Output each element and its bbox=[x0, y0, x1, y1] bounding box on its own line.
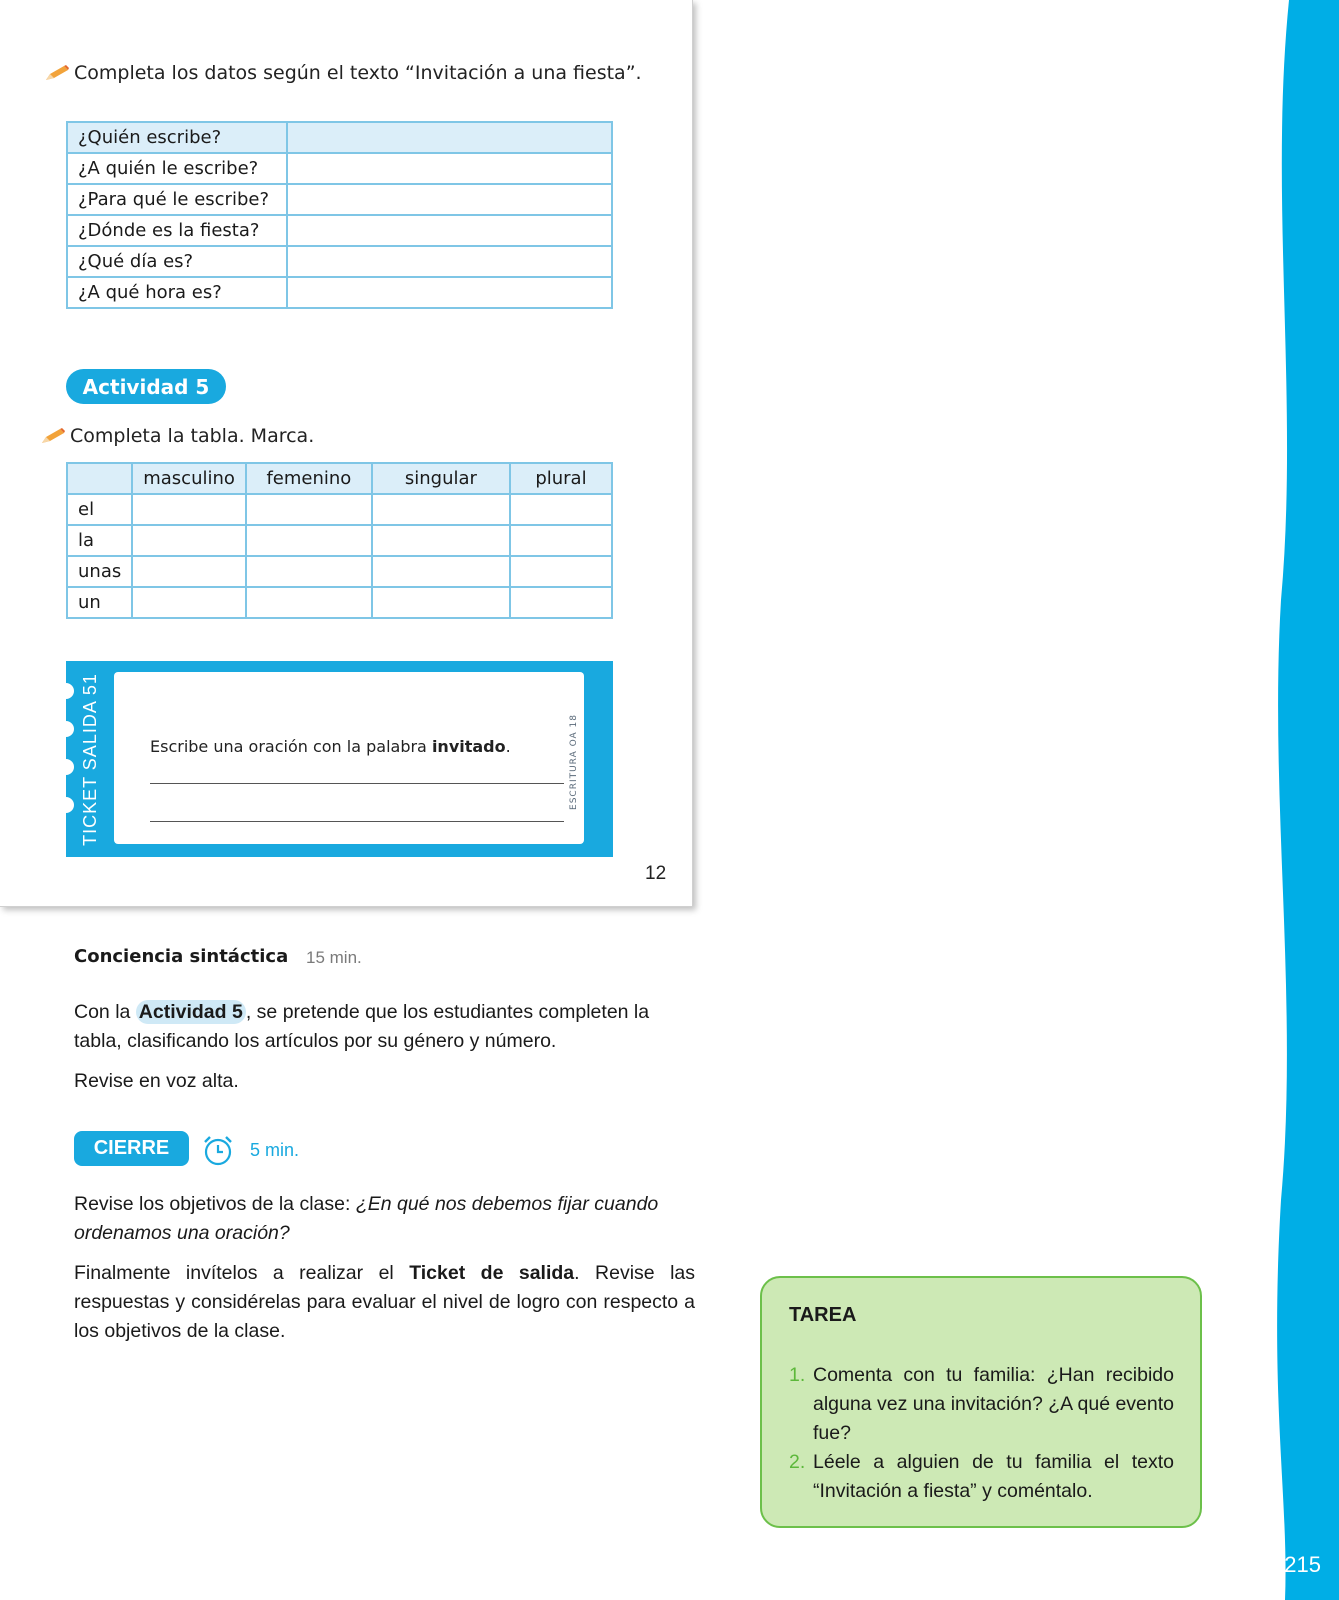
answer-cell[interactable] bbox=[287, 215, 612, 246]
question-cell: ¿Para qué le escribe? bbox=[67, 184, 287, 215]
paragraph-activity: Con la Actividad 5 , se pretende que los estudiantes completen la tabla, clasificando los artículos por su género y número. bbox=[74, 1001, 650, 1052]
list-item: 2. Léele a alguien de tu familia el texto “Invitación a fiesta” y coméntalo. bbox=[789, 1451, 1174, 1502]
answer-line[interactable] bbox=[150, 821, 564, 822]
pencil-icon bbox=[44, 64, 70, 82]
row-label: la bbox=[67, 525, 132, 556]
mark-cell[interactable] bbox=[132, 556, 246, 587]
workbook-page-number: 12 bbox=[645, 863, 667, 884]
corner-cell bbox=[67, 463, 132, 494]
table-row bbox=[67, 215, 612, 246]
homework-box bbox=[760, 1276, 1202, 1528]
question-cell: ¿A quién le escribe? bbox=[67, 153, 287, 184]
homework-title: TAREA bbox=[789, 1304, 857, 1326]
paragraph-ticket: Finalmente invítelos a realizar el Ticket de salida. Revise las respuestas y considérelas para evaluar el nivel de logro con respecto a los objetivos de la clase. bbox=[74, 1262, 696, 1342]
table-row bbox=[67, 494, 612, 525]
section-title: Conciencia sintáctica bbox=[74, 946, 289, 967]
table-row bbox=[67, 587, 612, 618]
activity-highlight: Actividad 5 bbox=[136, 1000, 246, 1024]
list-item: 1. Comenta con tu familia: ¿Han recibido alguna vez una invitación? ¿A qué evento fue? bbox=[789, 1364, 1175, 1444]
workbook-page bbox=[0, 0, 693, 907]
exit-ticket bbox=[66, 661, 613, 857]
answer-cell[interactable] bbox=[287, 184, 612, 215]
instruction-1 bbox=[44, 62, 642, 84]
answer-cell[interactable] bbox=[287, 246, 612, 277]
ticket-prompt: Escribe una oración con la palabra invitado. bbox=[150, 737, 511, 756]
instruction-2 bbox=[40, 425, 314, 447]
table-row bbox=[67, 556, 612, 587]
ticket-body bbox=[114, 672, 584, 844]
mark-cell[interactable] bbox=[510, 587, 612, 618]
table-row bbox=[67, 277, 612, 308]
mark-cell[interactable] bbox=[510, 556, 612, 587]
mark-cell[interactable] bbox=[246, 525, 372, 556]
instruction-1-text: Completa los datos según el texto “Invitación a una fiesta”. bbox=[74, 62, 642, 84]
mark-cell[interactable] bbox=[132, 494, 246, 525]
section-time: 15 min. bbox=[306, 948, 362, 967]
mark-cell[interactable] bbox=[246, 556, 372, 587]
ticket-side-label: TICKET SALIDA 51 bbox=[79, 672, 100, 846]
mark-cell[interactable] bbox=[372, 556, 510, 587]
alarm-clock-icon bbox=[201, 1133, 235, 1167]
activity-label: Actividad 5 bbox=[66, 369, 226, 404]
page-number: 215 bbox=[1284, 1552, 1321, 1577]
articles-table bbox=[66, 462, 613, 619]
header-plural: plural bbox=[510, 463, 612, 494]
mark-cell[interactable] bbox=[246, 494, 372, 525]
mark-cell[interactable] bbox=[372, 525, 510, 556]
mark-cell[interactable] bbox=[132, 525, 246, 556]
answer-line[interactable] bbox=[150, 783, 564, 784]
table-row bbox=[67, 184, 612, 215]
answer-cell[interactable] bbox=[287, 122, 612, 153]
question-cell: ¿Quién escribe? bbox=[67, 122, 287, 153]
row-label: el bbox=[67, 494, 132, 525]
table-row bbox=[67, 525, 612, 556]
header-masculino: masculino bbox=[132, 463, 246, 494]
pencil-icon bbox=[40, 427, 66, 445]
mark-cell[interactable] bbox=[510, 494, 612, 525]
ticket-oa-label: ESCRITURA OA 18 bbox=[569, 714, 580, 810]
paragraph-objectives: Revise los objetivos de la clase: ¿En qué nos debemos fijar cuando ordenamos una oración? bbox=[74, 1193, 659, 1244]
table-header-row bbox=[67, 463, 612, 494]
cierre-label: CIERRE bbox=[74, 1131, 189, 1166]
questions-table bbox=[66, 121, 613, 309]
table-row bbox=[67, 153, 612, 184]
table-row bbox=[67, 246, 612, 277]
question-cell: ¿A qué hora es? bbox=[67, 277, 287, 308]
cierre-time: 5 min. bbox=[250, 1140, 300, 1160]
header-singular: singular bbox=[372, 463, 510, 494]
mark-cell[interactable] bbox=[510, 525, 612, 556]
answer-cell[interactable] bbox=[287, 277, 612, 308]
row-label: unas bbox=[67, 556, 132, 587]
question-cell: ¿Dónde es la fiesta? bbox=[67, 215, 287, 246]
decorative-side-band bbox=[1269, 0, 1339, 1600]
row-label: un bbox=[67, 587, 132, 618]
mark-cell[interactable] bbox=[132, 587, 246, 618]
paragraph-revise: Revise en voz alta. bbox=[74, 1070, 239, 1092]
question-cell: ¿Qué día es? bbox=[67, 246, 287, 277]
table-row bbox=[67, 122, 612, 153]
mark-cell[interactable] bbox=[372, 587, 510, 618]
mark-cell[interactable] bbox=[246, 587, 372, 618]
answer-cell[interactable] bbox=[287, 153, 612, 184]
mark-cell[interactable] bbox=[372, 494, 510, 525]
instruction-2-text: Completa la tabla. Marca. bbox=[70, 425, 315, 447]
header-femenino: femenino bbox=[246, 463, 372, 494]
